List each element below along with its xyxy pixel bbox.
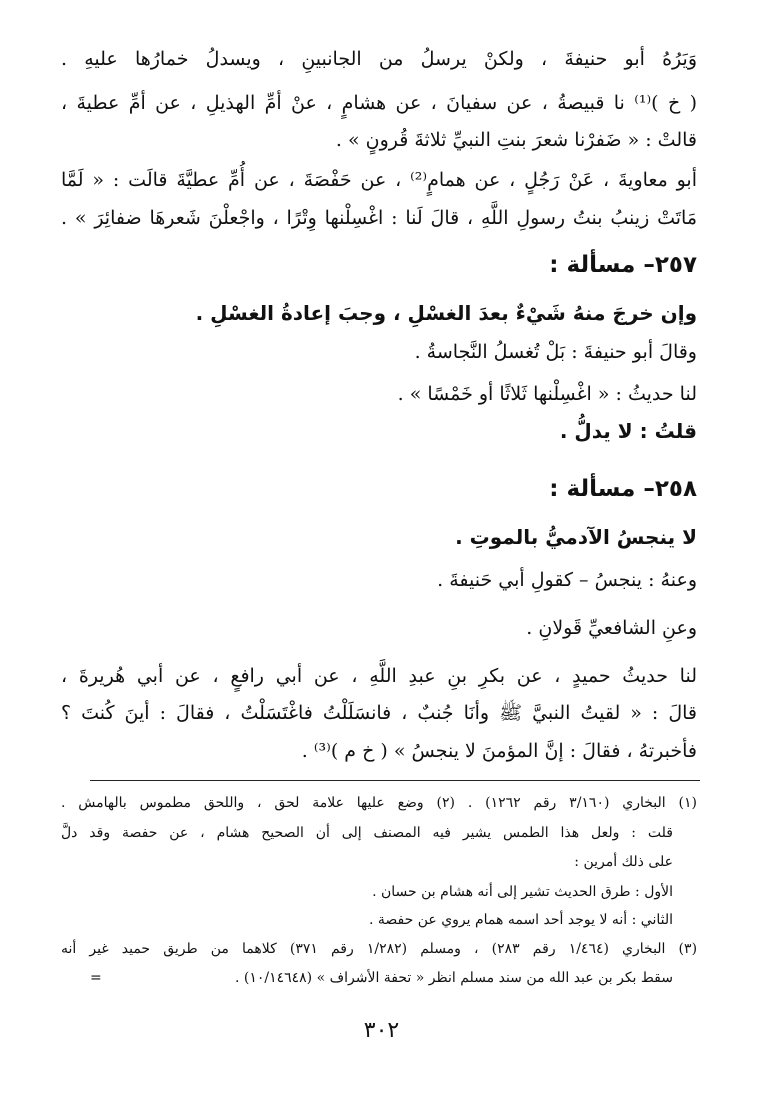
body-line-1: وَيَرُهُ أبو حنيفةَ ، ولكنْ يرسلُ من الجانبينِ ، ويسدلُ خمارُها عليهِ . — [61, 48, 697, 70]
issue-258-statement: لا ينجسُ الآدميُّ بالموتِ . — [455, 525, 697, 549]
footnote-line-3: على ذلك أمرين : — [574, 854, 673, 870]
footnote-line-2: قلت : ولعل هذا الطمس يشير فيه المصنف إلى أن الصحيح هشام ، عن حفصة وقد دلَّ — [61, 825, 673, 841]
body-line-4: أبو معاويةَ ، عَنْ رَجُلٍ ، عن همامٍ⁽²⁾ ، عن حَفْصَةَ ، عن أُمِّ عطيَّةَ قالَت : « لَمَّا — [61, 169, 697, 191]
page-number: ٣٠٢ — [363, 1018, 400, 1043]
footnote-line-5: الثاني : أنه لا يوجد أحد اسمه همام يروي عن حفصة . — [369, 912, 673, 928]
issue-257-reply: قلتُ : لا يدلُّ . — [559, 419, 697, 443]
issue-257-statement: وإن خرجَ منهُ شَيْءٌ بعدَ الغسْلِ ، وجبَ إعادةُ الغسْلِ . — [195, 301, 697, 325]
issue-258-line-5: فأخبرتهُ ، فقالَ : إنَّ المؤمنَ لا ينجسُ » ( خ م )⁽³⁾ . — [301, 740, 697, 762]
issue-258-heading: ٢٥٨– مسألة : — [549, 476, 697, 502]
body-line-2: ( خ )⁽¹⁾ نا قبيصةُ ، عن سفيانَ ، عن هشامٍ ، عنْ أمِّ الهذيلِ ، عن أمِّ عطيةَ ، — [61, 92, 697, 114]
footnote-line-1: (١) البخاري (٣/١٦٠ رقم ١٢٦٢) . (٢) وضع عليها علامة لحق ، واللحق مطموس بالهامش . — [61, 795, 697, 811]
issue-257-line-1: وقالَ أبو حنيفةَ : بَلْ تُغسلُ النَّجاسةُ . — [414, 341, 697, 363]
footnote-line-6: (٣) البخاري (١/٤٦٤ رقم ٢٨٣) ، ومسلم (١/٢٨٢ رقم ٣٧١) كلاهما من طريق حميد غير أنه — [61, 941, 698, 957]
footnote-continuation-mark: = — [90, 970, 102, 986]
footnote-line-7: سقط بكر بن عبد الله من سند مسلم انظر « تحفة الأشراف » (١٠/١٤٦٤٨) . — [234, 970, 673, 986]
issue-258-line-2: وعنِ الشافعيِّ قَولانِ . — [526, 617, 697, 639]
body-line-5: مَاتَتْ زينبُ بنتُ رسولِ اللَّهِ ، قالَ لَنا : اغْسِلْنها وِتْرًا ، واجْعلْنَ شَعرهَا ضفائِرَ » . — [61, 207, 697, 229]
issue-257-line-2: لنا حديثُ : « اغْسِلْنها ثَلاثًا أو خَمْسًا » . — [397, 383, 697, 405]
footnote-line-4: الأول : طرق الحديث تشير إلى أنه هشام بن حسان . — [372, 884, 673, 900]
issue-258-line-1: وعنهُ : ينجسُ – كقولِ أبي حَنيفةَ . — [437, 569, 697, 591]
footnote-separator — [90, 780, 700, 781]
issue-258-line-4: قالَ : « لقيتُ النبيَّ ﷺ وأنَا جُنبٌ ، فانسَلَلْتُ فاغْتَسَلْتُ ، فقالَ : أينَ كُنتَ ؟ — [61, 702, 697, 724]
body-line-3: قالتْ : « ضَفرْنا شعرَ بنتِ النبيِّ ثلاثةَ قُرونٍ » . — [335, 129, 697, 151]
issue-258-line-3: لنا حديثُ حميدٍ ، عن بكرِ بنِ عبدِ اللَّهِ ، عن أبي رافعٍ ، عن أبي هُريرةَ ، — [61, 665, 697, 687]
issue-257-heading: ٢٥٧– مسألة : — [549, 252, 697, 278]
